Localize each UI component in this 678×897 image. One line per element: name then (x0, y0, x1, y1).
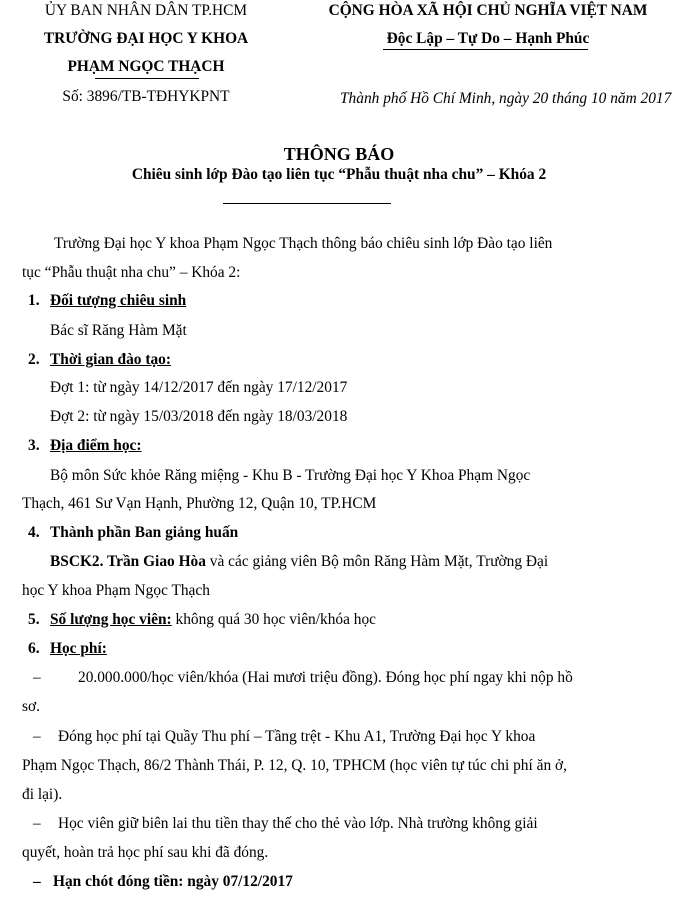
intro-line-2: tục “Phẫu thuật nha chu” – Khóa 2: (22, 264, 241, 281)
section-5: 5. Số lượng học viên: không quá 30 học viên/khóa học (28, 611, 376, 628)
section-4-line-2: học Y khoa Phạm Ngọc Thạch (22, 582, 210, 599)
page-title: THÔNG BÁO (283, 144, 395, 164)
page-subtitle: Chiêu sinh lớp Đào tạo liên tục “Phẫu thuật nha chu” – Khóa 2 (131, 166, 547, 183)
fee-bullet-1-dash: – (33, 669, 41, 686)
fee-bullet-1-line-2: sơ. (22, 698, 40, 715)
section-1-heading: 1. Đối tượng chiêu sinh (28, 292, 187, 309)
document-date: Thành phố Hồ Chí Minh, ngày 20 tháng 10 năm 2017 (340, 90, 672, 107)
section-3-heading: 3. Địa điểm học: (28, 437, 142, 454)
section-4-heading: 4. Thành phần Ban giảng huấn (28, 524, 239, 541)
header-right-underline (383, 49, 588, 50)
fee-bullet-4-dash: – (33, 873, 41, 890)
section-2-line-1: Đợt 1: từ ngày 14/12/2017 đến ngày 17/12/2017 (50, 379, 348, 396)
header-left-underline (95, 78, 199, 79)
section-3-line-1: Bộ môn Sức khỏe Răng miệng - Khu B - Trường Đại học Y Khoa Phạm Ngọc (50, 467, 531, 484)
header-nation: CỘNG HÒA XÃ HỘI CHỦ NGHĨA VIỆT NAM (328, 2, 648, 19)
fee-bullet-2-dash: – (33, 728, 41, 745)
section-2-line-2: Đợt 2: từ ngày 15/03/2018 đến ngày 18/03/2018 (50, 408, 348, 425)
section-1-text: Bác sĩ Răng Hàm Mặt (50, 322, 187, 339)
intro-line-1: Trường Đại học Y khoa Phạm Ngọc Thạch thông báo chiêu sinh lớp Đào tạo liên (54, 235, 553, 252)
fee-bullet-3-line-1: Học viên giữ biên lai thu tiền thay thế cho thẻ vào lớp. Nhà trường không giải (58, 815, 538, 832)
document-number: Số: 3896/TB-TĐHYKPNT (62, 88, 230, 105)
header-motto: Độc Lập – Tự Do – Hạnh Phúc (386, 30, 590, 47)
section-2-heading: 2. Thời gian đào tạo: (28, 351, 171, 368)
lecturer-name: BSCK2. Trần Giao Hòa (50, 553, 206, 570)
section-6-heading: 6. Học phí: (28, 640, 107, 657)
fee-bullet-2-line-2: Phạm Ngọc Thạch, 86/2 Thành Thái, P. 12, Q. 10, TPHCM (học viên tự túc chi phí ăn ở, (22, 757, 567, 774)
title-divider (223, 203, 391, 204)
fee-bullet-3-line-2: quyết, hoàn trả học phí sau khi đã đóng. (22, 844, 269, 861)
header-university-line2: PHẠM NGỌC THẠCH (67, 58, 225, 75)
fee-bullet-3-dash: – (33, 815, 41, 832)
fee-bullet-1-line-1: 20.000.000/học viên/khóa (Hai mươi triệu đồng). Đóng học phí ngay khi nộp hồ (78, 669, 573, 686)
payment-deadline: Hạn chót đóng tiền: ngày 07/12/2017 (53, 873, 293, 890)
header-university-line1: TRƯỜNG ĐẠI HỌC Y KHOA (43, 30, 249, 47)
section-3-line-2: Thạch, 461 Sư Vạn Hạnh, Phường 12, Quận 10, TP.HCM (22, 495, 377, 512)
section-4-line-1: BSCK2. Trần Giao Hòa và các giảng viên Bộ môn Răng Hàm Mặt, Trường Đại (50, 553, 549, 570)
fee-bullet-2-line-1: Đóng học phí tại Quầy Thu phí – Tầng trệt - Khu A1, Trường Đại học Y khoa (58, 728, 536, 745)
section-5-heading: Số lượng học viên: (50, 611, 172, 628)
fee-bullet-2-line-3: đi lại). (22, 786, 63, 803)
header-authority: ỦY BAN NHÂN DÂN TP.HCM (44, 2, 248, 19)
